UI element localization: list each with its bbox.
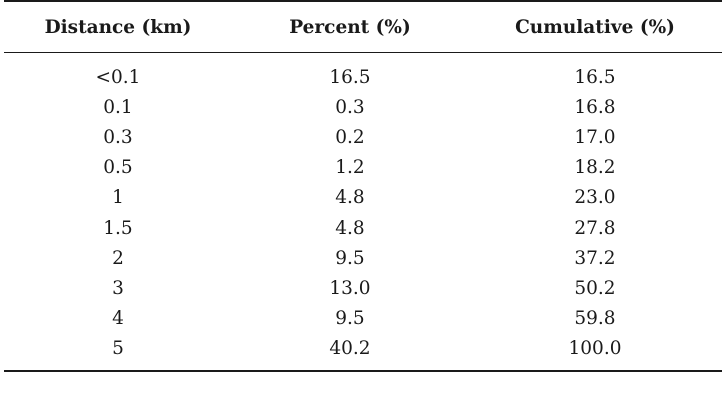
table-row (4, 273, 722, 303)
cell-cumulative: 100.0 (568, 338, 622, 360)
table-row (4, 53, 722, 93)
header-distance: Distance (km) (44, 16, 192, 38)
cell-cumulative: 16.8 (574, 96, 616, 118)
cell-cumulative: 16.5 (574, 66, 616, 88)
cell-cumulative: 50.2 (574, 277, 616, 299)
cell-distance: 2 (112, 247, 124, 269)
cell-percent: 13.0 (329, 277, 371, 299)
table-row (4, 183, 722, 213)
table-row (4, 92, 722, 122)
header-cumulative: Cumulative (%) (515, 16, 675, 38)
cell-percent: 4.8 (335, 217, 365, 239)
cell-percent: 4.8 (335, 187, 365, 209)
distance-table-container (4, 0, 722, 372)
table-row (4, 243, 722, 273)
cell-distance: 4 (112, 308, 124, 330)
cell-distance: 0.3 (103, 126, 133, 148)
cell-cumulative: 23.0 (574, 187, 616, 209)
distance-table (4, 0, 722, 372)
cell-distance: 0.5 (103, 157, 133, 179)
cell-distance: 5 (112, 338, 124, 360)
cell-percent: 0.2 (335, 126, 365, 148)
cell-distance: 1 (112, 187, 124, 209)
cell-distance: 0.1 (103, 96, 133, 118)
cell-cumulative: 18.2 (574, 157, 616, 179)
cell-percent: 9.5 (335, 247, 365, 269)
cell-cumulative: 59.8 (574, 308, 616, 330)
cell-cumulative: 27.8 (574, 217, 616, 239)
table-header-row (4, 1, 722, 53)
table-row (4, 334, 722, 371)
table-row (4, 213, 722, 243)
cell-cumulative: 37.2 (574, 247, 616, 269)
cell-percent: 40.2 (329, 338, 371, 360)
cell-percent: 16.5 (329, 66, 371, 88)
cell-distance: <0.1 (95, 66, 141, 88)
header-percent: Percent (%) (289, 16, 411, 38)
cell-percent: 9.5 (335, 308, 365, 330)
cell-cumulative: 17.0 (574, 126, 616, 148)
table-row (4, 304, 722, 334)
table-row (4, 153, 722, 183)
cell-distance: 1.5 (103, 217, 133, 239)
cell-percent: 0.3 (335, 96, 365, 118)
cell-percent: 1.2 (335, 157, 365, 179)
cell-distance: 3 (112, 277, 124, 299)
table-row (4, 122, 722, 152)
